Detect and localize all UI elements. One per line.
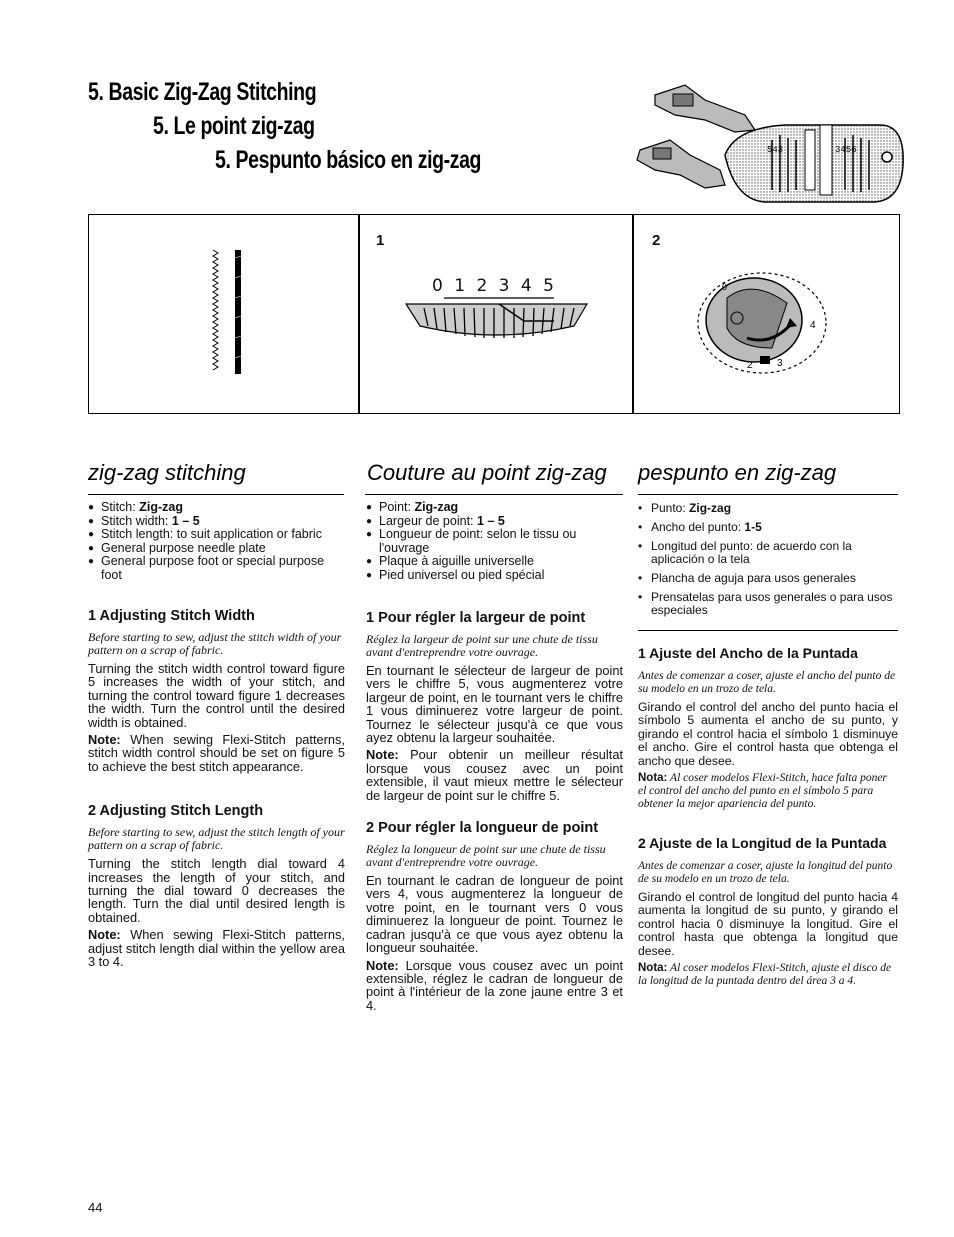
section-note: Note: Pour obtenir un meilleur résultat lorsque vous cousez avec un point extensible, il vaut mieux mettre le sélecteur de largeur de point sur le chiffre 5. [366, 747, 623, 803]
english-settings-list [88, 501, 345, 582]
page-number: 44 [88, 1200, 103, 1215]
stitch-length-dial-illustration [692, 268, 832, 378]
section-title-width: 1 Pour régler la largeur de point [366, 610, 586, 626]
svg-text:0: 0 [722, 282, 728, 292]
list-item: ● Stitch length: to suit application or fabric [88, 528, 345, 542]
list-item: ● Longueur de point: selon le tissu ou l'ouvrage [366, 528, 623, 555]
french-column-heading: Couture au point zig-zag [367, 460, 607, 485]
svg-text:4: 4 [810, 320, 816, 331]
svg-text:2: 2 [747, 360, 753, 371]
section-body: En tournant le cadran de longueur de point vers 4, vous augmenterez la longueur de votre point, en le tournant vers 0 vous diminuerez la longueur de point. Tournez le cadran jusqu'à ce que vous ayez obtenu la longueur souhaitée. [366, 873, 623, 956]
section-note: Note: When sewing Flexi-Stitch patterns, stitch width control should be set on figure 5 to achieve the best stitch appearance. [88, 732, 345, 774]
section-body: Turning the stitch length dial toward 4 increases the length of your stitch, and turning the dial toward 0 decreases the length. Turn the dial until desired length is obtained. [88, 856, 345, 925]
zigzag-stitch-sample-illustration [205, 248, 245, 378]
section-title-length: 2 Ajuste de la Longitud de la Puntada [638, 835, 887, 852]
list-item: ● Plaque à aiguille universelle [366, 555, 623, 569]
section-title-length: 2 Pour régler la longueur de point [366, 820, 599, 837]
list-item: ● Largeur de point: 1 – 5 [366, 515, 623, 529]
list-item: • Longitud del punto: de acuerdo con la aplicación o la tela [638, 540, 898, 566]
section-body: Girando el control de longitud del punto hacia 4 aumenta la longitud de su punto, y girando el control hacia 0 disminuye la longitud. Gire el control hasta que obtenga la longitud que desee. [638, 890, 898, 958]
english-column [88, 501, 345, 973]
section-body: En tournant le sélecteur de largeur de point vers le chiffre 5, vous augmenterez votre largeur de point, en le tournant vers le chiffre 1 vous diminuerez votre largeur de point. Tournez le sélecteur jusqu'à ce que vous ayez obtenu la largeur souhaitée. [366, 663, 623, 746]
list-item: ● Pied universel ou pied spécial [366, 569, 623, 583]
section-note: Nota: Al coser modelos Flexi-Stitch, hace falta poner el control del ancho del punto en el símbolo 5 para obtener la mejor apariencia del punto. [638, 772, 887, 811]
presser-foot-needle-plate-illustration [625, 80, 905, 210]
english-column-heading: zig-zag stitching [88, 460, 246, 485]
list-item: • Prensatelas para usos generales o para usos especiales [638, 591, 898, 617]
spanish-column-heading: pespunto en zig-zag [638, 460, 837, 485]
section-note: Note: When sewing Flexi-Stitch patterns, adjust stitch length dial within the yellow area 3 to 4. [88, 927, 345, 970]
divider [365, 494, 623, 495]
section-body: Turning the stitch width control toward figure 5 increases the width of your stitch, and turning the control toward figure 1 decreases the width. Turn the control until the desired width is obtained. [88, 661, 345, 730]
svg-text:543: 543 [767, 145, 784, 155]
section-body: Girando el control del ancho del punto hacia el símbolo 5 aumenta el ancho de su punto, y girando el control hacia el símbolo 1 disminuye el ancho. Gire el control hasta que obtenga el ancho que desee. [638, 700, 898, 768]
list-item: ● Stitch width: 1 – 5 [88, 515, 345, 529]
spanish-settings-list [638, 502, 898, 617]
section-intro: Réglez la largeur de point sur une chute de tissu avant d'entreprendre votre ouvrage. [366, 632, 598, 659]
spanish-column [638, 502, 898, 617]
section-intro: Antes de comenzar a coser, ajuste la longitud del punto de su modelo en un trozo de tela. [638, 860, 893, 886]
section-note: Nota: Al coser modelos Flexi-Stitch, ajuste el disco de la longitud de la puntada dentro del área 3 a 4. [638, 962, 892, 988]
list-item: ● Point: Zig-zag [366, 501, 623, 515]
stitch-width-scale-digits: 0 1 2 3 4 5 [432, 276, 557, 296]
list-item: ● Stitch: Zig-zag [88, 501, 345, 515]
section-intro: Before starting to sew, adjust the stitch width of your pattern on a scrap of fabric. [88, 630, 342, 657]
section-note: Note: Lorsque vous cousez avec un point extensible, réglez le cadran de longueur de point à l'intérieur de la zone jaune entre 3 et 4. [366, 957, 623, 1013]
figure-2-label: 2 [652, 232, 661, 249]
section-intro: Réglez la longueur de point sur une chute de tissu avant d'entreprendre votre ouvrage. [366, 842, 606, 870]
title-en: 5. Basic Zig-Zag Stitching [88, 78, 317, 106]
figure-divider [632, 214, 634, 414]
stitch-width-control-illustration [404, 296, 589, 346]
divider [638, 494, 898, 495]
section-intro: Before starting to sew, adjust the stitch length of your pattern on a scrap of fabric. [88, 825, 345, 853]
section-intro: Antes de comenzar a coser, ajuste el ancho del punto de su modelo en un trozo de tela. [638, 670, 896, 695]
french-settings-list [366, 501, 623, 582]
divider [88, 494, 344, 495]
list-item: • Ancho del punto: 1-5 [638, 521, 898, 534]
svg-text:3456: 3456 [835, 145, 857, 155]
section-title-width: 1 Adjusting Stitch Width [88, 608, 255, 624]
french-column [366, 501, 623, 1016]
spanish-column-body [638, 645, 898, 988]
title-es: 5. Pespunto básico en zig-zag [215, 146, 482, 174]
list-item: ● General purpose foot or special purpose foot [88, 555, 345, 582]
list-item: ● General purpose needle plate [88, 542, 345, 556]
divider [638, 630, 898, 631]
list-item: • Plancha de aguja para usos generales [638, 572, 898, 585]
figure-1-label: 1 [376, 232, 385, 249]
section-title-length: 2 Adjusting Stitch Length [88, 803, 264, 820]
svg-text:3: 3 [777, 358, 783, 369]
figure-divider [358, 214, 360, 414]
title-fr: 5. Le point zig-zag [153, 112, 315, 140]
section-title-width: 1 Ajuste del Ancho de la Puntada [638, 645, 858, 661]
list-item: • Punto: Zig-zag [638, 502, 898, 515]
